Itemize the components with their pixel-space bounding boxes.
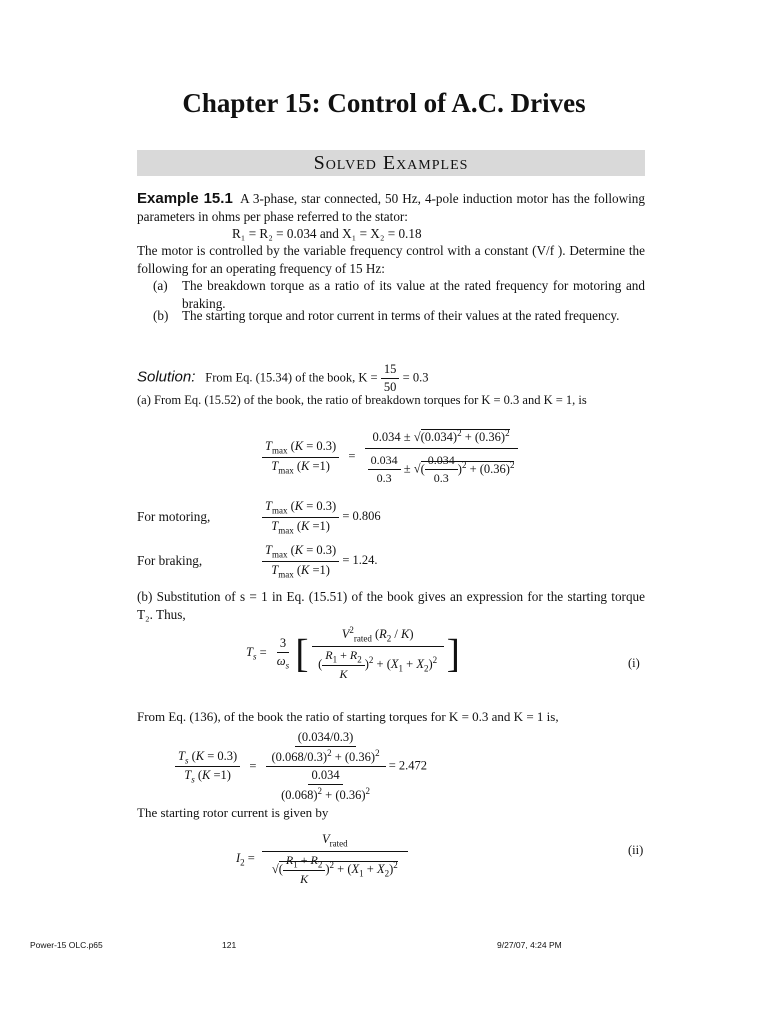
braking-label: For braking, (137, 553, 203, 568)
example-statement (137, 190, 645, 225)
part-a-text: (a) From Eq. (15.52) of the book, the ratio of breakdown torques for K = 0.3 and K = 1, is (137, 393, 587, 407)
ratio-text: From Eq. (136), of the book the ratio of starting torques for K = 0.3 and K = 1 is, (137, 709, 559, 724)
item-a-text: The breakdown torque as a ratio of its value at the rated frequency for motoring and braking. (182, 278, 645, 311)
params (232, 225, 652, 243)
eq-ii-label: (ii) (628, 843, 644, 857)
ratio-value: = 2.472 (388, 758, 428, 773)
footer-file: Power-15 OLC.p65 (30, 940, 103, 950)
k-num: 15 (381, 362, 400, 379)
footer-page: 121 (222, 940, 237, 950)
footer-date: 9/27/07, 4:24 PM (497, 940, 562, 950)
example-text-1: A 3-phase, star connected, 50 Hz, 4-pole induction motor has the following parameters in ohms per phase referred to the stator: (137, 191, 645, 224)
example-label: Example 15.1 (137, 190, 233, 207)
current-text: The starting rotor current is given by (137, 805, 329, 820)
section-banner (137, 150, 645, 176)
solution-line (137, 362, 428, 395)
k-den: 50 (383, 380, 397, 394)
motoring-value: = 0.806 (342, 508, 381, 523)
eq-braking: $\frac{T_{max} (K = 0.3)}{T_{max} (K =1)}$ = 1.24. (262, 543, 378, 579)
k-value: = 0.3 (402, 370, 429, 385)
eq-rotor-current: $I_2$ = $V_{rated}$ √( $\frac{R_1 + R_2}{K}$ )$^2 + (X_1 + X_2)^2$ (236, 832, 408, 887)
item-b-text: The starting torque and rotor current in terms of their values at the rated frequency. (182, 308, 620, 323)
item-b-label: (b) (153, 308, 169, 323)
braking-value: = 1.24. (342, 552, 378, 567)
params-text: R₁ = R₂ = 0.034 and X₁ = X₂ = 0.18 (232, 226, 422, 241)
item-a-label: (a) (153, 278, 168, 293)
eq-starting-torque: $T_s$ = $\frac{3}{\omega_s}$ [ $V^2_{rated}$ $(R_2 / K)$ ( $\frac{R_1 + R_2}{K}$ )$^2 + (X_1 + X_2)^2$ ] (246, 625, 460, 682)
eq-breakdown-ratio: $\frac{T_{max} (K = 0.3)}{T_{max} (K =1)}$ = $0.034 \pm √(0.034)^2 + (0.36)^2$ $\frac{0.034}{0.3}$ ± √( $\frac{0.034}{0.3}$ )$^2 + (0.36)^2$ (262, 428, 518, 486)
solution-label: Solution: (137, 368, 196, 386)
section-title: Solved Examples (313, 152, 469, 174)
eq-starting-ratio: $\frac{T_s (K = 0.3)}{T_s (K =1)}$ = $\frac{\frac{(0.034/0.3)}{(0.068/0.3)^2 + (0.36)^2}}{\frac{0.034}{(0.068)^2 + (0.36)^2}}$ = 2.472 (175, 730, 427, 803)
example-text-2: The motor is controlled by the variable frequency control with a constant (V/f ). Determine the following for an operating frequency of 15 Hz: (137, 243, 645, 276)
motoring-label: For motoring, (137, 509, 211, 524)
part-b-text: (b) Substitution of s = 1 in Eq. (15.51) of the book gives an expression for the starting torque T₂. Thus, (137, 589, 645, 622)
solution-lead: From Eq. (15.34) of the book, K = (205, 370, 378, 385)
eq-i-label: (i) (628, 656, 640, 670)
eq-motoring: $\frac{T_{max} (K = 0.3)}{T_{max} (K =1)}$ = 0.806 (262, 499, 381, 535)
k-fraction (381, 362, 400, 395)
tmax-ratio: $\frac{T_{max} (K = 0.3)}{T_{max} (K =1)}$ (262, 439, 339, 475)
chapter-title: Chapter 15: Control of A.C. Drives (182, 88, 586, 118)
